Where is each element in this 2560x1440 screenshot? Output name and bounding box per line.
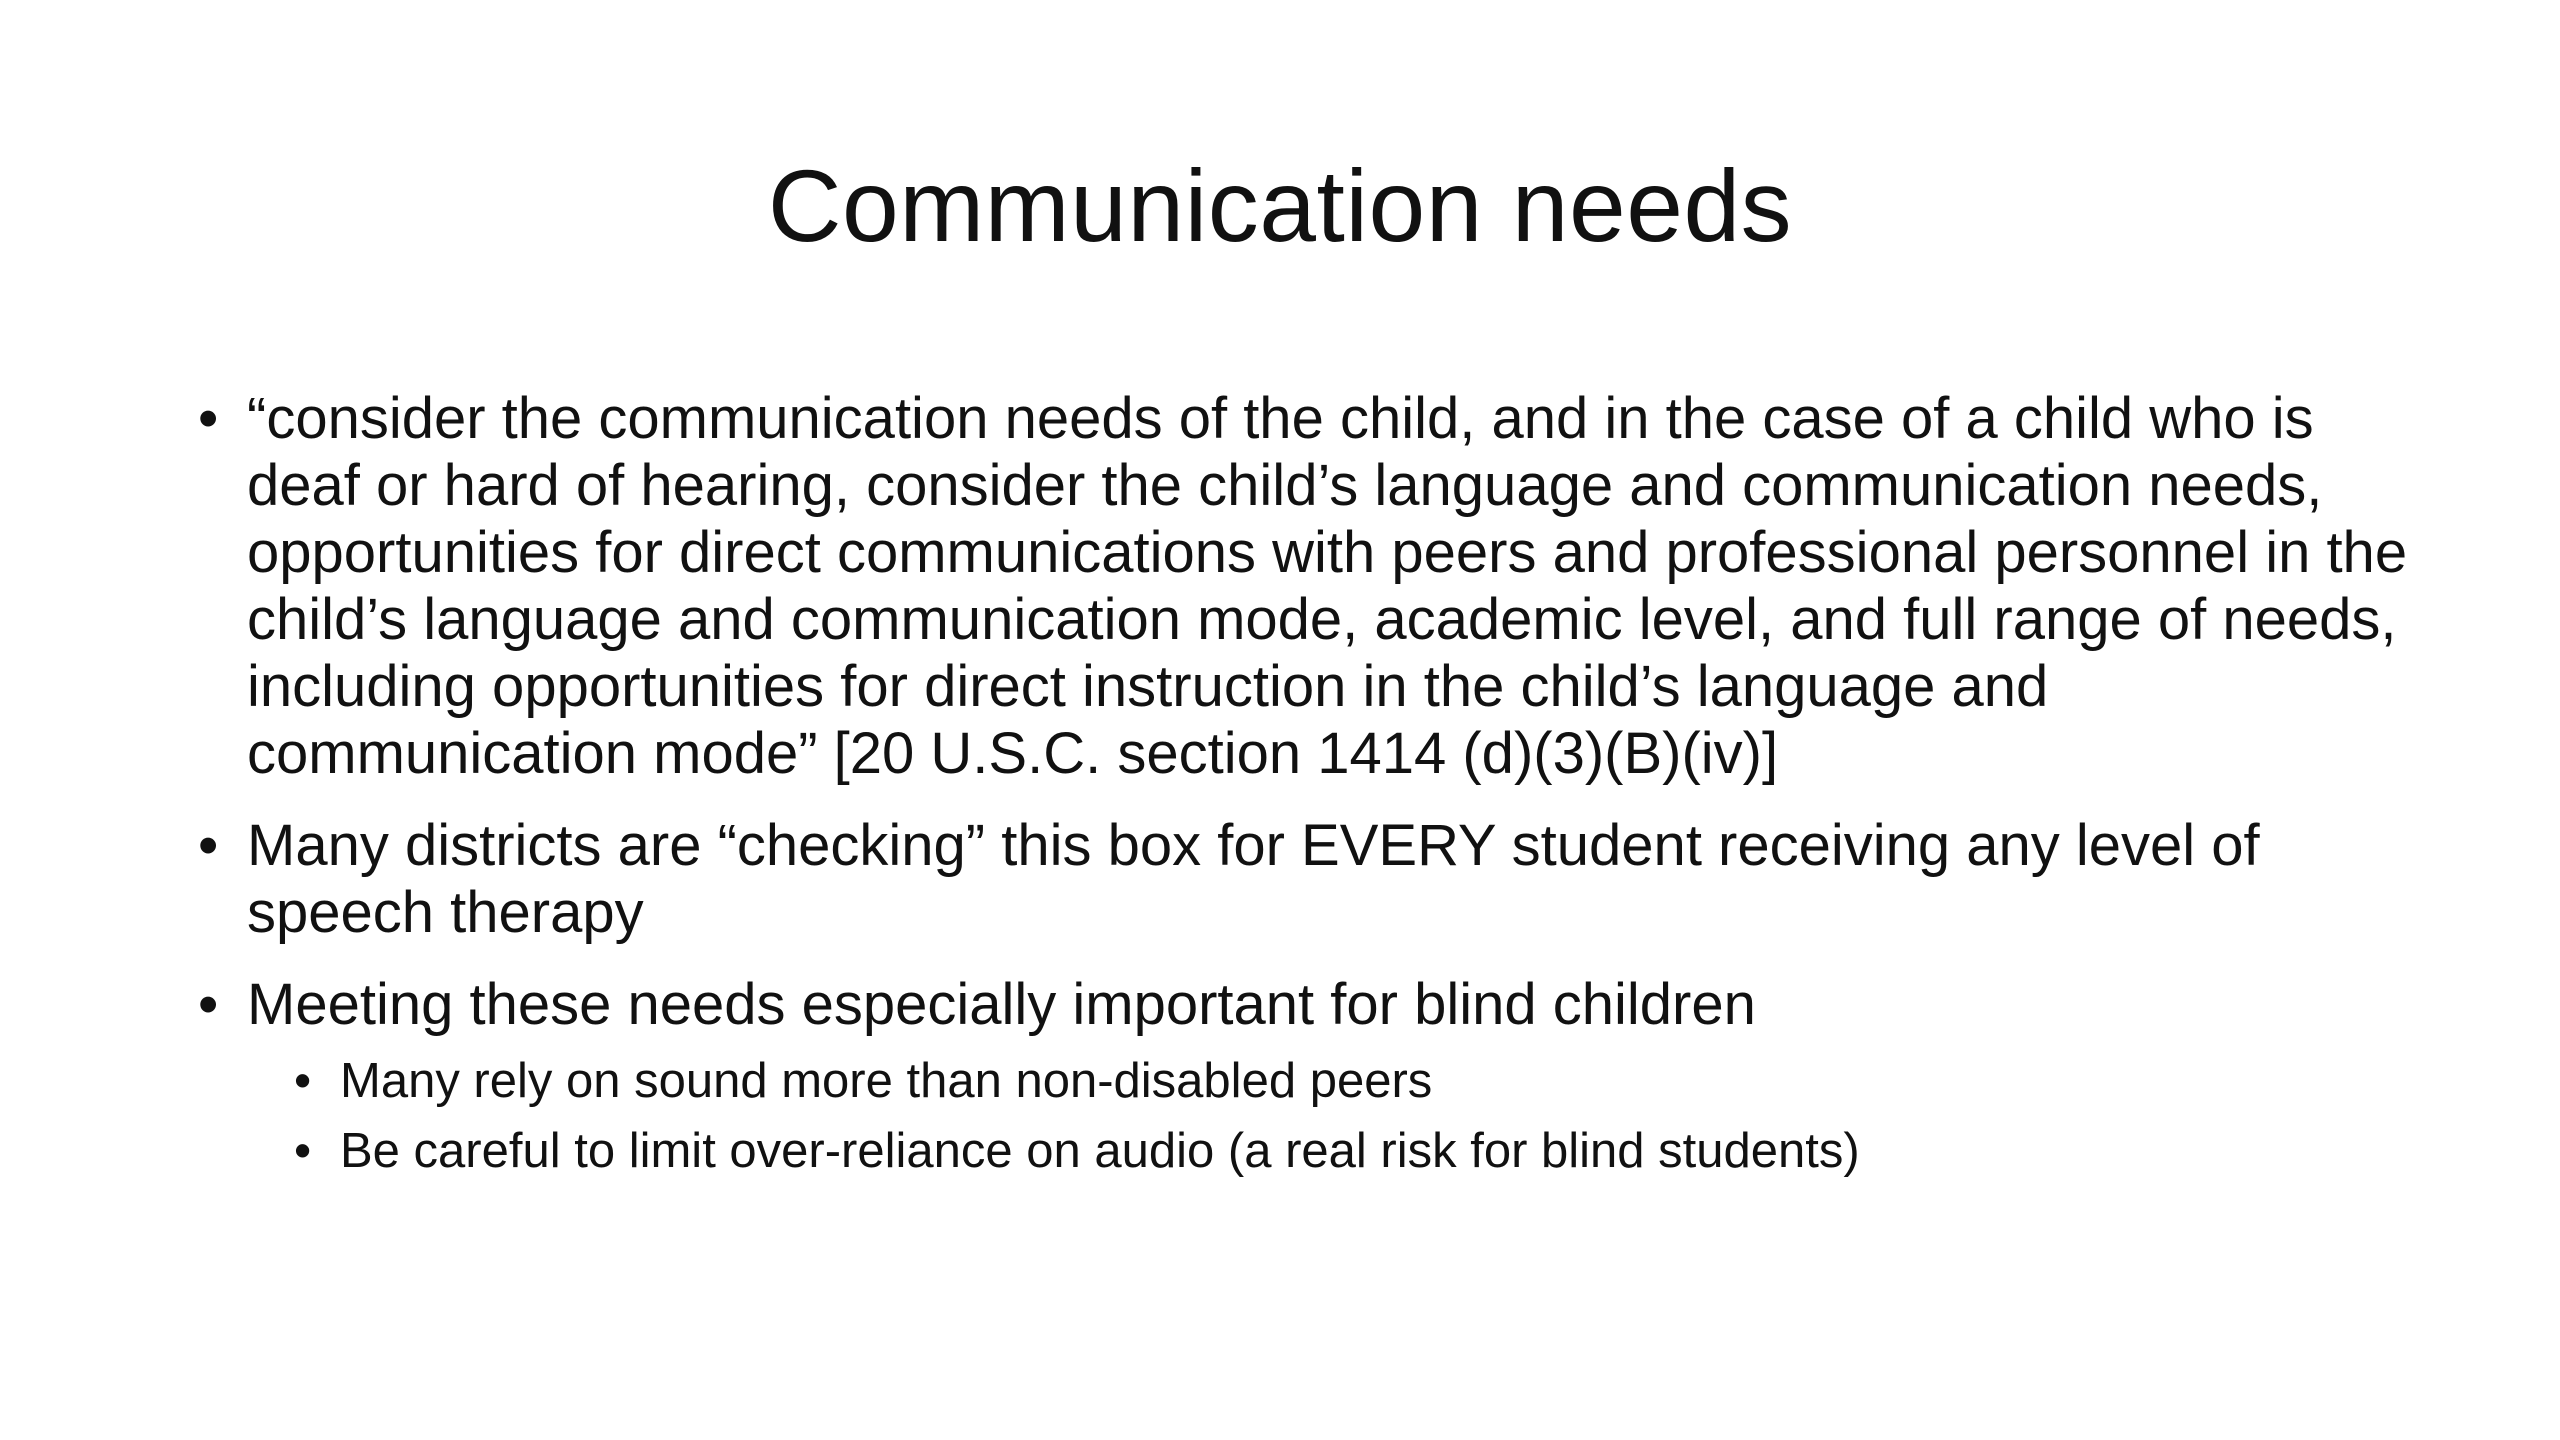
bullet-icon: • [198,972,219,1037]
bullet-text: Meeting these needs especially important for blind children [247,972,1756,1037]
sub-bullet-text: Be careful to limit over-reliance on audio (a real risk for blind students) [340,1124,1860,1178]
sub-bullet-item-limit-audio [290,1116,2422,1186]
sub-bullet-icon: • [294,1124,312,1178]
bullet-item-statute-quote [192,385,2422,787]
bullet-icon: • [198,813,219,878]
slide-title: Communication needs [767,149,1793,263]
sub-bullet-text: Many rely on sound more than non-disabled peers [340,1054,1433,1108]
slide-content [192,385,2422,1211]
sub-bullet-item-rely-on-sound [290,1046,2422,1116]
bullet-item-blind-children [192,971,2422,1186]
bullet-text: “consider the communication needs of the child, and in the case of a child who is deaf or hard of hearing, consider the child’s language and communication needs, opportunities for direct communications with peers and professional personnel in the child’s language and communication mode, academic level, and full range of needs, including opportunities for direct instruction in the child’s language and communication mode” [20 U.S.C. section 1414 (d)(3)(B)(iv)] [247,386,2408,786]
bullet-icon: • [198,386,219,451]
bullet-text: Many districts are “checking” this box for EVERY student receiving any level of speech therapy [247,813,2260,945]
bullet-list [192,385,2422,1186]
bullet-item-districts-checking [192,812,2422,946]
sub-bullet-icon: • [294,1054,312,1108]
sub-bullet-list [247,1046,2422,1186]
